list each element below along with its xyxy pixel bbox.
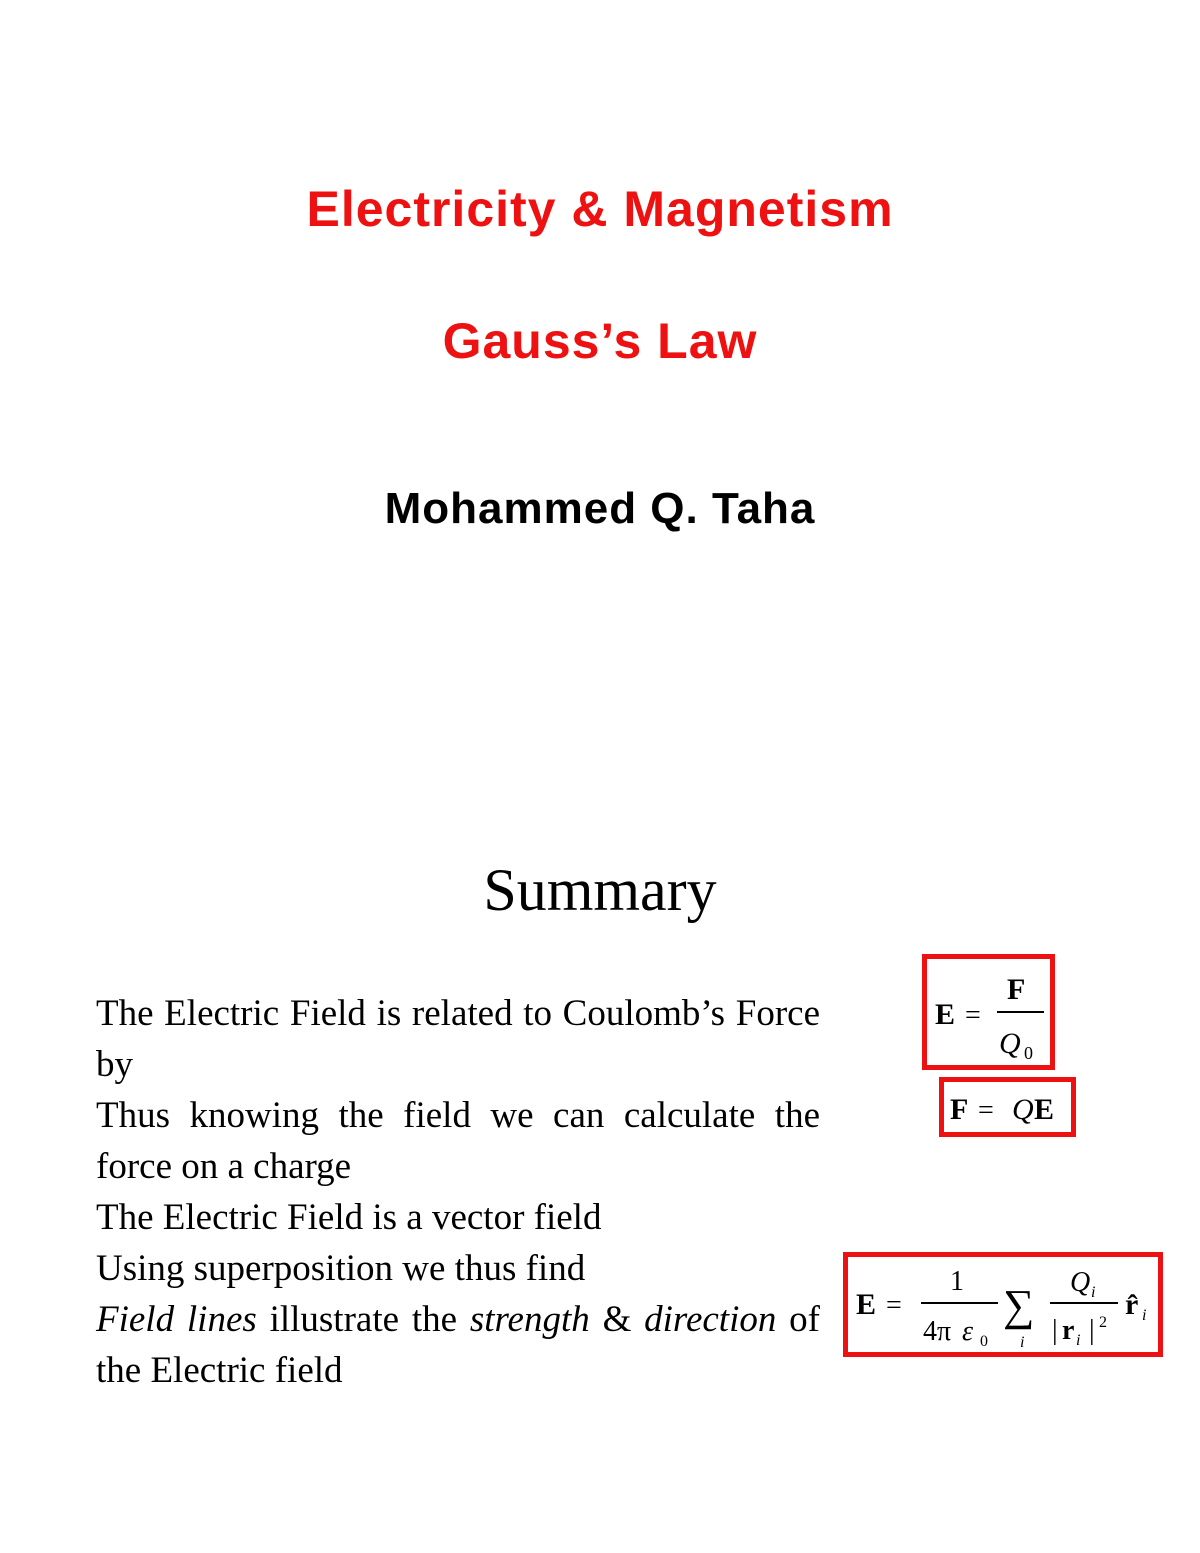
term-strength: strength xyxy=(469,1299,590,1340)
eq-denominator-Q: Q xyxy=(999,1027,1021,1060)
term-direction: direction xyxy=(644,1299,777,1340)
eq-abs-bar: | xyxy=(1089,1315,1095,1346)
eq-symbol-F: F xyxy=(950,1093,969,1126)
eq-numerator-F: F xyxy=(1007,973,1026,1006)
eq-equals: = xyxy=(886,1290,902,1321)
text-fragment: of the Electric field xyxy=(96,1299,820,1391)
summation-icon: ∑ xyxy=(1003,1281,1035,1330)
eq-numerator-Q: Q xyxy=(1070,1267,1091,1298)
summary-body xyxy=(96,988,820,1396)
author-name: Mohammed Q. Taha xyxy=(384,484,816,533)
eq-exponent-2: 2 xyxy=(1099,1314,1107,1331)
equation-superposition xyxy=(848,1257,1158,1352)
document-subtitle: Gauss’s Law xyxy=(442,313,758,369)
eq-sum-index: i xyxy=(1020,1334,1025,1351)
summary-paragraph-2: Thus knowing the field we can calculate the force on a charge xyxy=(96,1095,820,1187)
term-field-lines: Field lines xyxy=(96,1299,257,1340)
eq-symbol-E: E xyxy=(1034,1093,1055,1126)
eq-subscript-0: 0 xyxy=(1024,1043,1033,1063)
eq-subscript-0: 0 xyxy=(980,1333,988,1350)
equation-box-superposition xyxy=(843,1252,1163,1357)
equation-box-force xyxy=(939,1077,1076,1137)
summary-paragraph-4: Using superposition we thus find xyxy=(96,1248,586,1289)
eq-abs-bar: | xyxy=(1052,1315,1058,1346)
eq-symbol-Q: Q xyxy=(1012,1093,1034,1126)
document-title: Electricity & Magnetism xyxy=(306,181,894,237)
equation-force xyxy=(944,1082,1071,1132)
section-heading-summary: Summary xyxy=(483,857,717,923)
eq-equals: = xyxy=(978,1095,994,1126)
eq-subscript-i: i xyxy=(1091,1284,1096,1301)
eq-epsilon: ε xyxy=(962,1316,974,1347)
eq-unit-vector-r: r̂ xyxy=(1125,1288,1139,1321)
eq-symbol-r: r xyxy=(1062,1315,1075,1346)
eq-denominator-4pi: 4π xyxy=(923,1316,952,1347)
eq-numerator-1: 1 xyxy=(950,1266,964,1297)
eq-subscript-i: i xyxy=(1142,1307,1147,1324)
eq-symbol-E: E xyxy=(935,998,956,1031)
eq-equals: = xyxy=(965,1000,981,1031)
eq-symbol-E: E xyxy=(856,1288,877,1321)
equation-field-definition xyxy=(927,959,1050,1065)
summary-paragraph-1: The Electric Field is related to Coulomb’s Force by xyxy=(96,993,820,1085)
summary-paragraph-3: The Electric Field is a vector field xyxy=(96,1197,602,1238)
equation-box-field-definition xyxy=(922,954,1055,1070)
eq-subscript-i: i xyxy=(1076,1332,1081,1349)
text-fragment: illustrate the xyxy=(256,1299,470,1340)
summary-paragraph-5 xyxy=(96,1294,820,1396)
text-fragment: & xyxy=(589,1299,645,1340)
